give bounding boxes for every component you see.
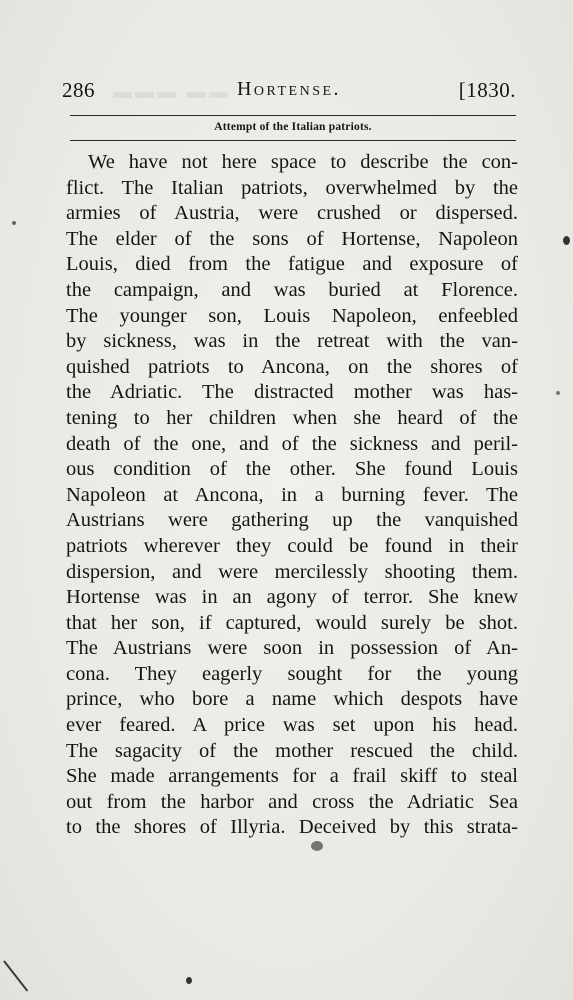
text-line: Napoleon at Ancona, in a burning fever. The [66,483,518,506]
header-rule-top [70,115,516,116]
text-line: the Adriatic. The distracted mother was has- [66,381,518,404]
text-line: death of the one, and of the sickness and peril- [66,432,518,455]
text-line: Austrians were gathering up the vanquished [66,509,518,532]
text-line: armies of Austria, were crushed or dispersed. [66,202,518,225]
page-number: 286 [62,78,95,102]
ink-speck [186,977,192,984]
text-line: flict. The Italian patriots, overwhelmed by the [66,176,518,199]
text-line: cona. They eagerly sought for the young [66,662,518,685]
text-line: She made arrangements for a frail skiff to steal [66,765,518,788]
running-title: Hortense. [236,78,342,100]
page-scratch [3,960,28,991]
text-line: by sickness, was in the retreat with the van- [66,330,518,353]
page-header [62,78,516,108]
text-line: to the shores of Illyria. Deceived by this strata- [66,816,518,839]
text-line: prince, who bore a name which despots have [66,688,518,711]
text-line: out from the harbor and cross the Adriatic Sea [66,790,518,813]
text-line: Louis, died from the fatigue and exposure of [66,253,518,276]
text-line: quished patriots to Ancona, on the shores of [66,355,518,378]
text-line: patriots wherever they could be found in their [66,534,518,557]
ink-speck [563,236,570,245]
text-line: ever feared. A price was set upon his head. [66,714,518,737]
ink-speck [12,221,16,225]
text-line: We have not here space to describe the con- [88,151,518,173]
text-line: The younger son, Louis Napoleon, enfeebled [66,304,518,327]
section-heading: Attempt of the Italian patriots. [214,121,372,133]
body-text [66,150,518,841]
header-year: [1830. [458,78,516,102]
text-line: The elder of the sons of Hortense, Napoleon [66,227,518,250]
text-line: tening to her children when she heard of the [66,406,518,429]
ink-speck [311,841,323,851]
text-line: The sagacity of the mother rescued the child. [66,739,518,762]
header-rule-bottom [70,140,516,141]
text-line: ous condition of the other. She found Louis [66,458,518,481]
bleed-through-text: ▬▬ ▬▬▬ [110,82,228,103]
text-line: that her son, if captured, would surely be shot. [66,611,518,634]
text-line: the campaign, and was buried at Florence. [66,278,518,301]
text-line: Hortense was in an agony of terror. She knew [66,586,518,609]
text-line: dispersion, and were mercilessly shooting them. [66,560,518,583]
text-line: The Austrians were soon in possession of An- [66,637,518,660]
ink-speck [556,391,560,395]
